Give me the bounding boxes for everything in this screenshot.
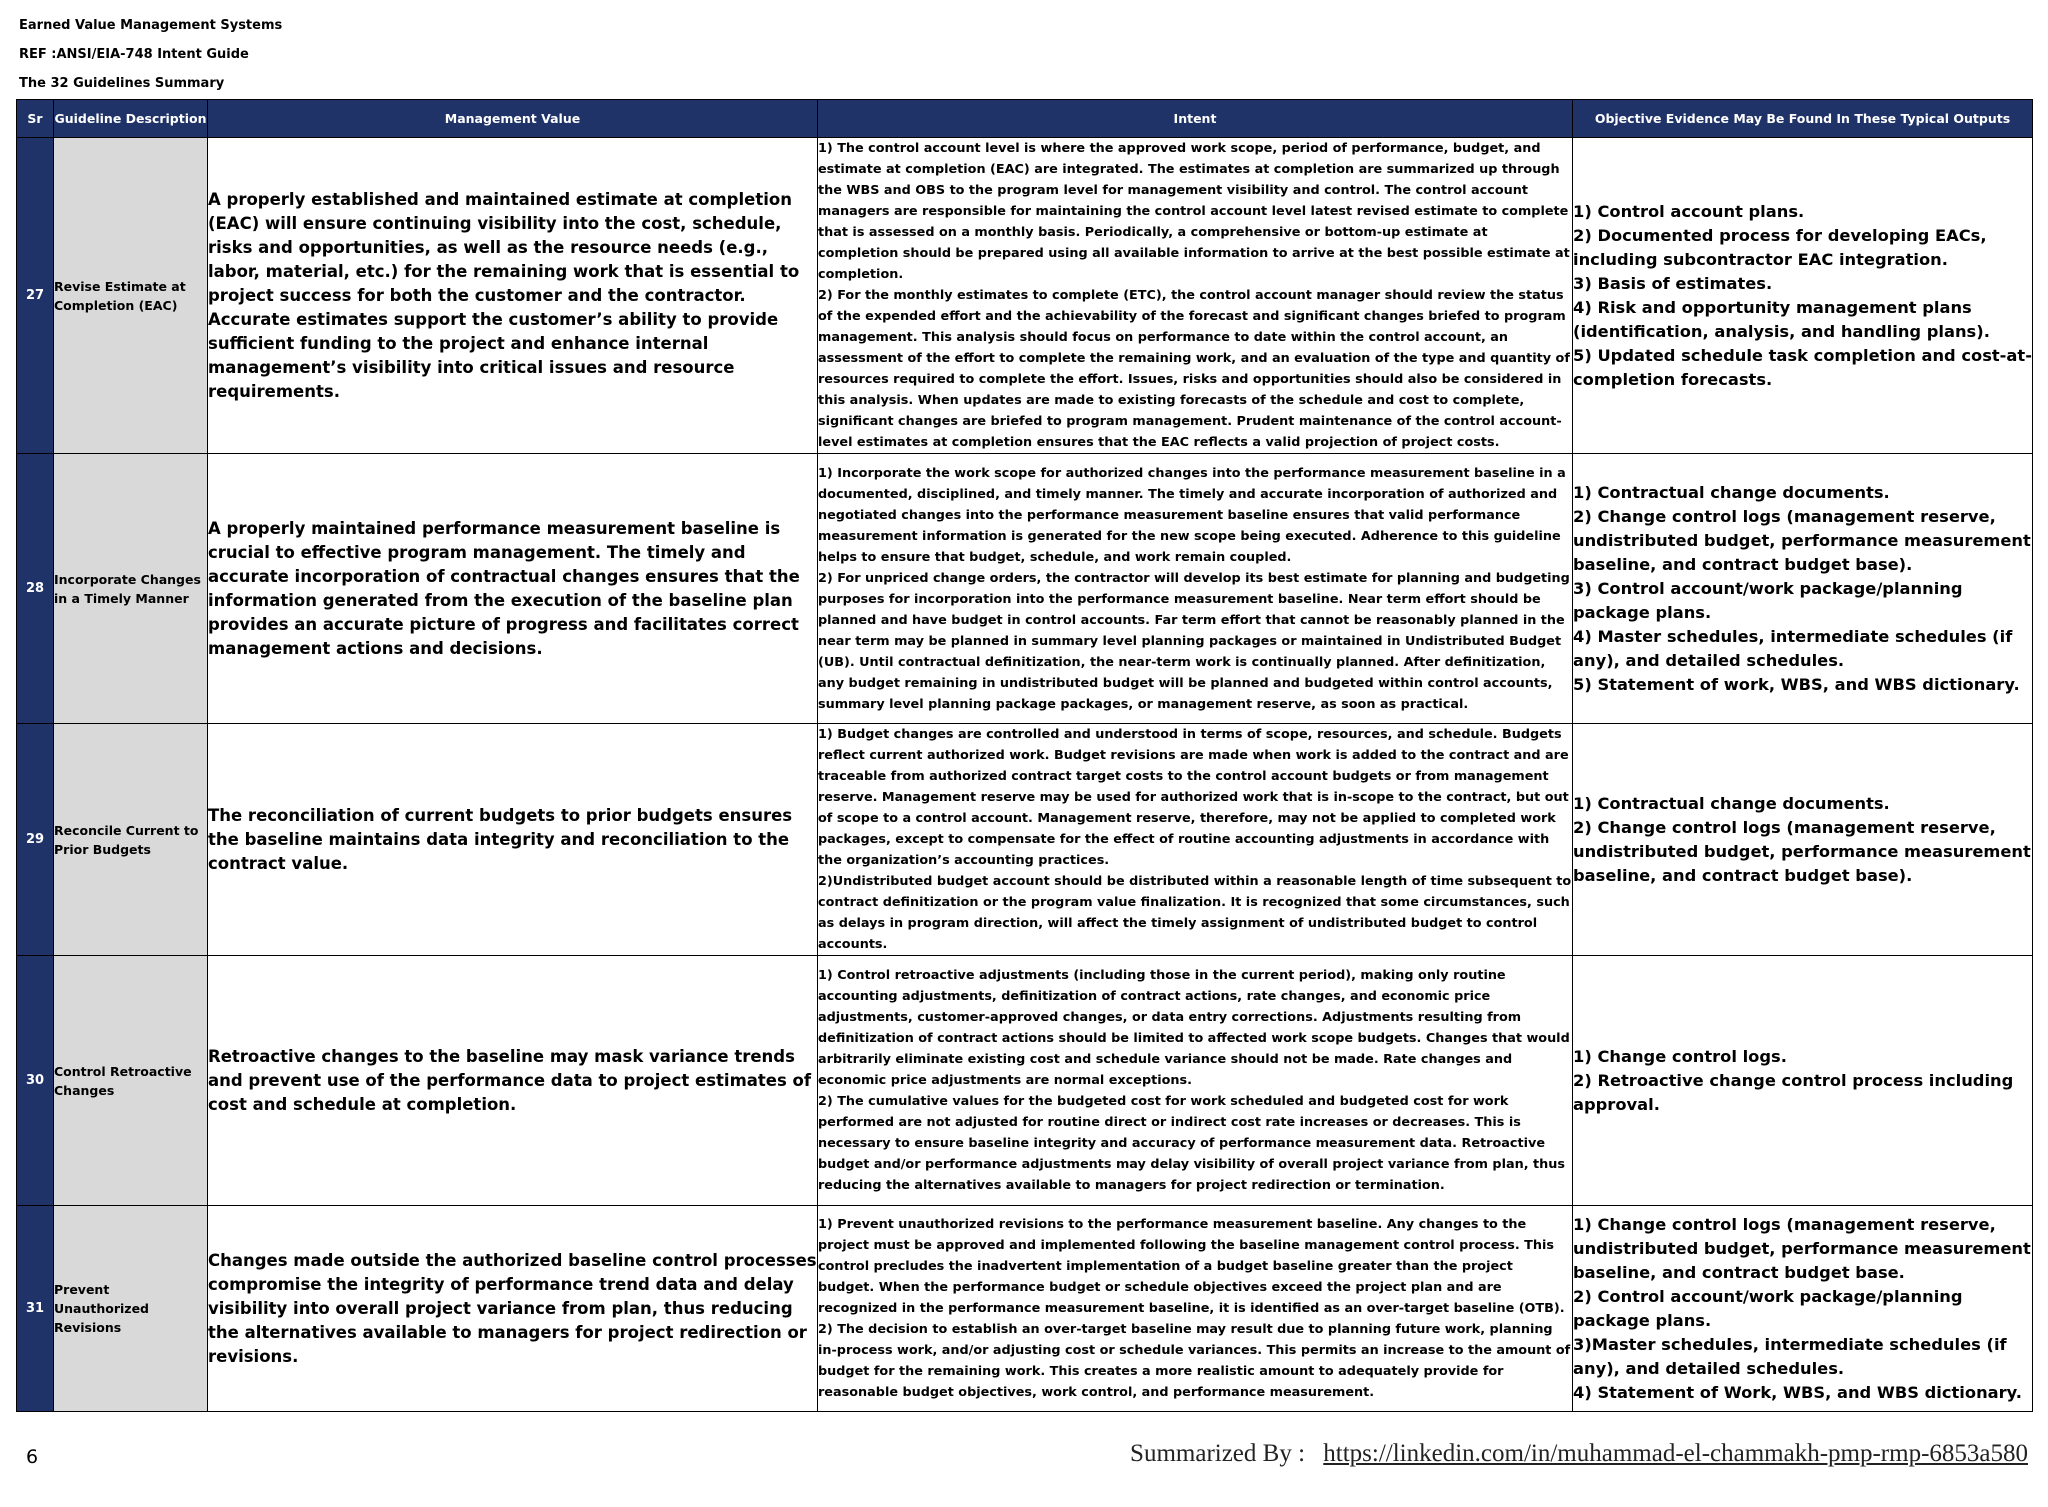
column-header-evidence: Objective Evidence May Be Found In These Typical Outputs bbox=[1573, 100, 2033, 138]
row-guideline: Control Retroactive Changes bbox=[54, 956, 208, 1206]
column-header-sr: Sr bbox=[17, 100, 54, 138]
table-row bbox=[17, 138, 2033, 454]
row-sr: 28 bbox=[17, 454, 54, 724]
row-evidence: 1) Contractual change documents. 2) Change control logs (management reserve, undistributed budget, performance measurement baseline, and contract budget base). bbox=[1573, 724, 2033, 956]
row-evidence: 1) Control account plans. 2) Documented process for developing EACs, including subcontractor EAC integration. 3) Basis of estimates. 4) Risk and opportunity management plans (identification, analysis, and handling plans). 5) Updated schedule task completion and cost-at-completion forecasts. bbox=[1573, 138, 2033, 454]
row-guideline: Reconcile Current to Prior Budgets bbox=[54, 724, 208, 956]
row-intent: 1) Control retroactive adjustments (including those in the current period), making only routine accounting adjustments, definitization of contract actions, rate changes, and economic price adjustments, customer-approved changes, or data entry corrections. Adjustments resulting from definitization of contract actions should be limited to affected work scope budgets. Changes that would arbitrarily eliminate existing cost and schedule variance should not be made. Rate changes and economic price adjustments are normal exceptions. 2) The cumulative values for the budgeted cost for work scheduled and budgeted cost for work performed are not adjusted for routine direct or indirect cost rate increases or decreases. This is necessary to ensure baseline integrity and accuracy of performance measurement data. Retroactive budget and/or performance adjustments may delay visibility of overall project variance from plan, thus reducing the alternatives available to managers for project redirection or termination. bbox=[818, 956, 1573, 1206]
table-row bbox=[17, 1206, 2033, 1412]
row-intent: 1) Incorporate the work scope for authorized changes into the performance measurement baseline in a documented, disciplined, and timely manner. The timely and accurate incorporation of authorized and negotiated changes into the performance measurement baseline ensures that valid performance measurement information is generated for the new scope being executed. Adherence to this guideline helps to ensure that budget, schedule, and work remain coupled. 2) For unpriced change orders, the contractor will develop its best estimate for planning and budgeting purposes for incorporation into the performance measurement baseline. Near term effort should be planned and have budget in control accounts. Far term effort that cannot be reasonably planned in the near term may be planned in summary level planning packages or maintained in Undistributed Budget (UB). Until contractual definitization, the near-term work is continually planned. After definitization, any budget remaining in undistributed budget will be planned and budgeted within control accounts, summary level planning package packages, or management reserve, as soon as practical. bbox=[818, 454, 1573, 724]
row-management-value: A properly maintained performance measurement baseline is crucial to effective program management. The timely and accurate incorporation of contractual changes ensures that the information generated from the execution of the baseline plan provides an accurate picture of progress and facilitates correct management actions and decisions. bbox=[208, 454, 818, 724]
row-sr: 29 bbox=[17, 724, 54, 956]
document-reference: REF :ANSI/EIA-748 Intent Guide bbox=[19, 47, 249, 62]
row-guideline: Incorporate Changes in a Timely Manner bbox=[54, 454, 208, 724]
column-header-intent: Intent bbox=[818, 100, 1573, 138]
row-sr: 30 bbox=[17, 956, 54, 1206]
row-evidence: 1) Contractual change documents. 2) Change control logs (management reserve, undistributed budget, performance measurement baseline, and contract budget base). 3) Control account/work package/planning package plans. 4) Master schedules, intermediate schedules (if any), and detailed schedules. 5) Statement of work, WBS, and WBS dictionary. bbox=[1573, 454, 2033, 724]
row-sr: 27 bbox=[17, 138, 54, 454]
row-evidence: 1) Change control logs (management reserve, undistributed budget, performance measurement baseline, and contract budget base. 2) Control account/work package/planning package plans. 3)Master schedules, intermediate schedules (if any), and detailed schedules. 4) Statement of Work, WBS, and WBS dictionary. bbox=[1573, 1206, 2033, 1412]
row-intent: 1) Prevent unauthorized revisions to the performance measurement baseline. Any changes to the project must be approved and implemented following the baseline management control process. This control precludes the inadvertent implementation of a budget baseline greater than the project budget. When the performance budget or schedule objectives exceed the project plan and are recognized in the performance measurement baseline, it is identified as an over-target baseline (OTB). 2) The decision to establish an over-target baseline may result due to planning future work, planning in-process work, and/or adjusting cost or schedule variances. This permits an increase to the amount of budget for the remaining work. This creates a more realistic amount to adequately provide for reasonable budget objectives, work control, and performance measurement. bbox=[818, 1206, 1573, 1412]
column-header-management-value: Management Value bbox=[208, 100, 818, 138]
summarized-by-label: Summarized By : bbox=[1130, 1440, 1306, 1467]
row-intent: 1) Budget changes are controlled and understood in terms of scope, resources, and schedule. Budgets reflect current authorized work. Budget revisions are made when work is added to the contract and are traceable from authorized contract target costs to the control account budgets or from management reserve. Management reserve may be used for authorized work that is in-scope to the contract, but out of scope to a control account. Management reserve, therefore, may not be applied to completed work packages, except to compensate for the effect of routine accounting adjustments in accordance with the organization’s accounting practices. 2)Undistributed budget account should be distributed within a reasonable length of time subsequent to contract definitization or the program value finalization. It is recognized that some circumstances, such as delays in program direction, will affect the timely assignment of undistributed budget to control accounts. bbox=[818, 724, 1573, 956]
row-guideline: Prevent Unauthorized Revisions bbox=[54, 1206, 208, 1412]
document-subtitle: The 32 Guidelines Summary bbox=[19, 76, 225, 91]
table-header-row bbox=[17, 100, 2033, 138]
row-management-value: Changes made outside the authorized baseline control processes compromise the integrity of performance trend data and delay visibility into overall project variance from plan, thus reducing the alternatives available to managers for project redirection or revisions. bbox=[208, 1206, 818, 1412]
footer-attribution bbox=[1130, 1440, 2028, 1468]
document-title: Earned Value Management Systems bbox=[19, 18, 283, 33]
table-row bbox=[17, 956, 2033, 1206]
column-header-guideline: Guideline Description bbox=[54, 100, 208, 138]
linkedin-link[interactable]: https://linkedin.com/in/muhammad-el-chammakh-pmp-rmp-6853a580 bbox=[1323, 1440, 2028, 1467]
table-row bbox=[17, 724, 2033, 956]
row-guideline: Revise Estimate at Completion (EAC) bbox=[54, 138, 208, 454]
guidelines-table bbox=[16, 99, 2033, 1412]
row-management-value: A properly established and maintained estimate at completion (EAC) will ensure continuing visibility into the cost, schedule, risks and opportunities, as well as the resource needs (e.g., labor, material, etc.) for the remaining work that is essential to project success for both the customer and the contractor. Accurate estimates support the customer’s ability to provide sufficient funding to the project and enhance internal management’s visibility into critical issues and resource requirements. bbox=[208, 138, 818, 454]
table-row bbox=[17, 454, 2033, 724]
row-management-value: Retroactive changes to the baseline may mask variance trends and prevent use of the performance data to project estimates of cost and schedule at completion. bbox=[208, 956, 818, 1206]
row-sr: 31 bbox=[17, 1206, 54, 1412]
row-management-value: The reconciliation of current budgets to prior budgets ensures the baseline maintains data integrity and reconciliation to the contract value. bbox=[208, 724, 818, 956]
row-intent: 1) The control account level is where the approved work scope, period of performance, budget, and estimate at completion (EAC) are integrated. The estimates at completion are summarized up through the WBS and OBS to the program level for management visibility and control. The control account managers are responsible for maintaining the control account level latest revised estimate to complete that is assessed on a monthly basis. Periodically, a comprehensive or bottom-up estimate at completion should be prepared using all available information to arrive at the best possible estimate at completion. 2) For the monthly estimates to complete (ETC), the control account manager should review the status of the expended effort and the achievability of the forecast and significant changes briefed to program management. This analysis should focus on performance to date within the control account, an assessment of the effort to complete the remaining work, and an evaluation of the type and quantity of resources required to complete the effort. Issues, risks and opportunities should also be considered in this analysis. When updates are made to existing forecasts of the schedule and cost to complete, significant changes are briefed to program management. Prudent maintenance of the control account-level estimates at completion ensures that the EAC reflects a valid projection of project costs. bbox=[818, 138, 1573, 454]
row-evidence: 1) Change control logs. 2) Retroactive change control process including approval. bbox=[1573, 956, 2033, 1206]
page-number: 6 bbox=[26, 1446, 39, 1468]
